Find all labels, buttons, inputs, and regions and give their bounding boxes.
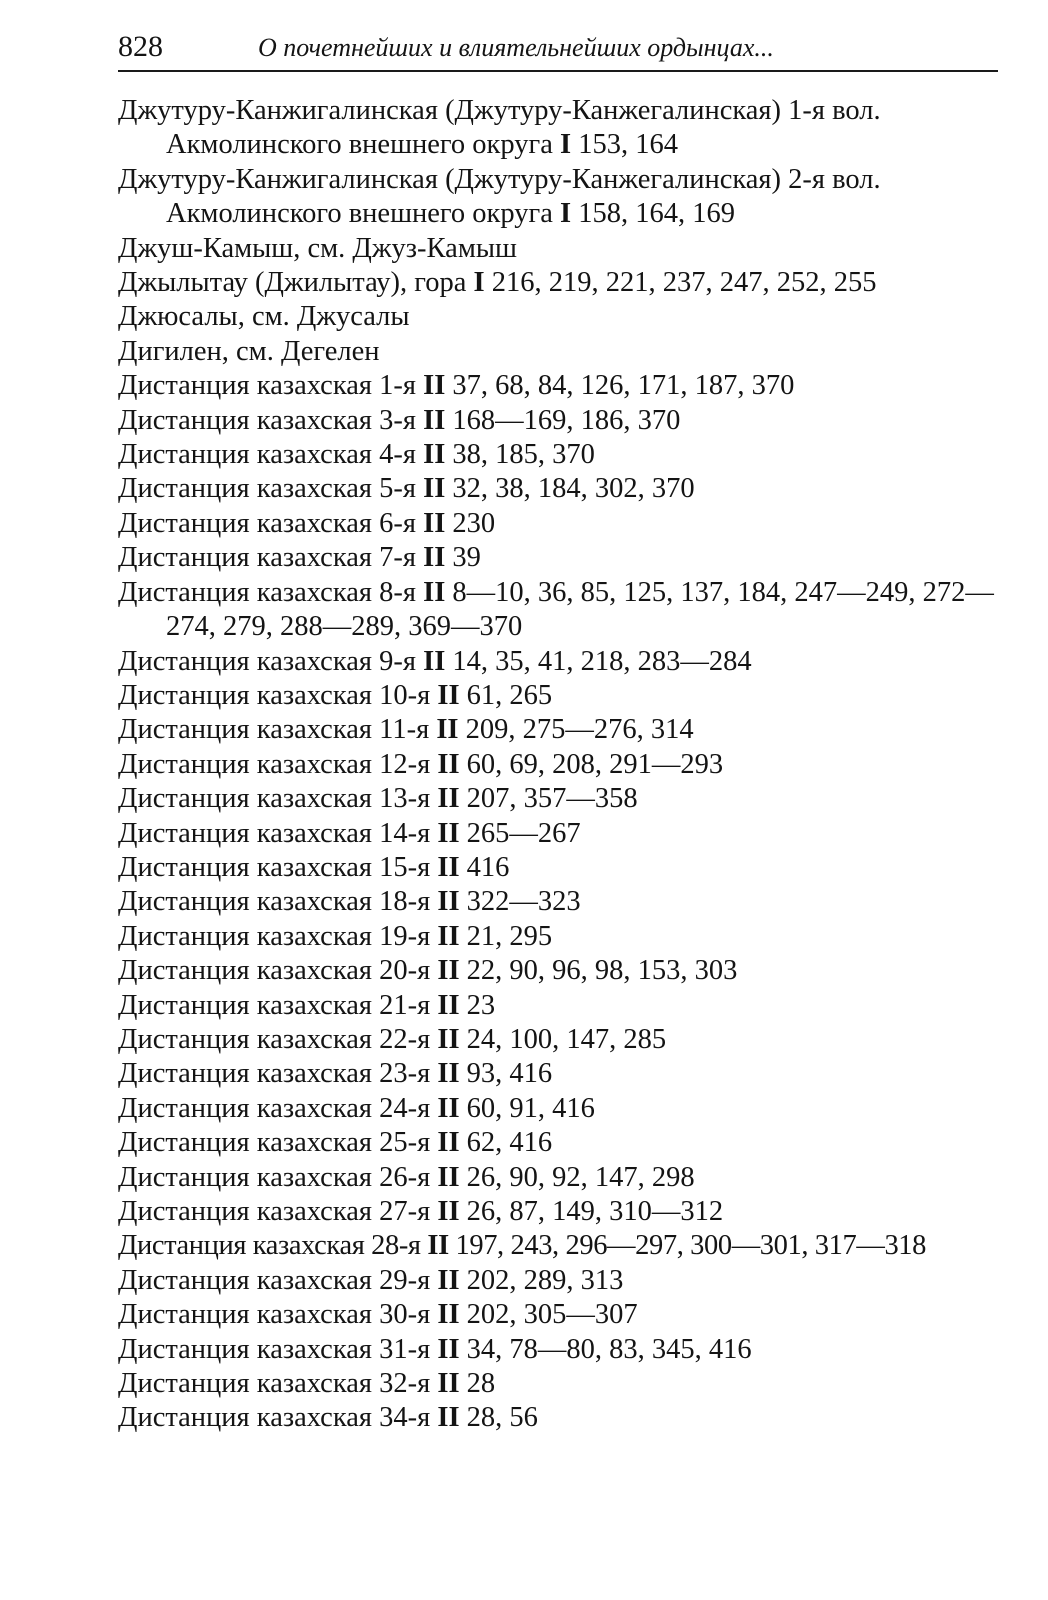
entry-volume: II [423, 576, 446, 608]
index-entry [118, 989, 998, 1023]
page-number: 828 [118, 30, 163, 63]
index-entry [118, 94, 998, 163]
index-entry [118, 1333, 998, 1367]
index-entry [118, 300, 998, 334]
index-entry [118, 817, 998, 851]
entry-pages: 34, 78—80, 83, 345, 416 [466, 1333, 752, 1365]
index-entry [118, 782, 998, 816]
index-entry [118, 438, 998, 472]
entry-term: Дистанция казахская 5-я [118, 473, 416, 505]
entry-pages: 8—10, 36, 85, 125, 137, 184, 247—249, 272—274, 279, 288—289, 369—370 [166, 576, 994, 643]
entry-volume: II [437, 1368, 460, 1400]
entry-volume: II [423, 507, 446, 539]
entry-volume: I [473, 267, 485, 299]
entry-term: Дистанция казахская 3-я [118, 404, 416, 436]
index-entry [118, 1126, 998, 1160]
entry-pages: 60, 91, 416 [466, 1092, 595, 1124]
entry-term: Джутуру-Канжигалинская (Джутуру-Канжегалинская) 2-я вол. Акмолинского внешнего округа [118, 163, 881, 230]
entry-term: Дистанция казахская 4-я [118, 439, 416, 471]
entry-pages: 39 [452, 542, 481, 574]
entry-volume: II [437, 1161, 460, 1193]
entry-volume: II [437, 1402, 460, 1434]
entry-pages: 202, 289, 313 [466, 1264, 624, 1296]
entry-volume: II [437, 989, 460, 1021]
index-entry [118, 541, 998, 575]
index-page [118, 30, 998, 1436]
entry-volume: II [437, 1023, 460, 1055]
entry-volume: II [437, 851, 460, 883]
index-entry [118, 1229, 998, 1263]
index-entry [118, 404, 998, 438]
entry-term: Дистанция казахская 7-я [118, 542, 416, 574]
index-entry [118, 472, 998, 506]
index-entry [118, 920, 998, 954]
entry-pages: 26, 87, 149, 310—312 [466, 1196, 724, 1227]
entry-volume: II [437, 1264, 460, 1296]
entry-pages: 26, 90, 92, 147, 298 [466, 1161, 695, 1193]
entry-volume: II [437, 783, 460, 815]
index-entry [118, 1264, 998, 1298]
entry-volume: II [437, 679, 460, 711]
entry-term: Дистанция казахская 14-я [118, 817, 431, 849]
entry-term: Дистанция казахская 24-я [118, 1092, 431, 1124]
entry-volume: II [423, 542, 446, 574]
entry-pages: 168—169, 186, 370 [452, 404, 681, 436]
entry-term: Дистанция казахская 28-я [118, 1230, 421, 1262]
entry-volume: II [437, 1058, 460, 1090]
entry-term: Дистанция казахская 1-я [118, 370, 416, 402]
entry-term: Дистанция казахская 19-я [118, 920, 431, 952]
entry-term: Джылытау (Джилытау), гора [118, 267, 467, 299]
entry-term: Дистанция казахская 15-я [118, 851, 431, 883]
entry-pages: 416 [466, 851, 510, 883]
entry-pages: 23 [466, 989, 496, 1021]
entry-volume: II [437, 1092, 460, 1124]
entry-volume: II [437, 817, 460, 849]
entry-term: Дистанция казахская 31-я [118, 1333, 431, 1365]
index-entry [118, 507, 998, 541]
entry-volume: II [436, 714, 459, 746]
entry-pages: 28, 56 [466, 1402, 538, 1434]
entry-pages: 216, 219, 221, 237, 247, 252, 255 [491, 267, 877, 299]
entry-pages: 24, 100, 147, 285 [466, 1023, 667, 1055]
index-entry [118, 266, 998, 300]
entry-volume: II [437, 920, 460, 952]
index-entry [118, 1161, 998, 1195]
index-entry [118, 713, 998, 747]
entry-pages: 209, 275—276, 314 [465, 714, 694, 746]
entry-term: Дистанция казахская 23-я [118, 1058, 431, 1090]
index-entry [118, 1023, 998, 1057]
entry-pages: 37, 68, 84, 126, 171, 187, 370 [452, 370, 795, 402]
index-entry [118, 851, 998, 885]
entry-volume: II [437, 1196, 460, 1227]
entry-volume: I [559, 198, 572, 230]
entry-pages: 158, 164, 169 [578, 198, 735, 230]
entry-term: Дистанция казахская 34-я [118, 1402, 431, 1434]
index-entry [118, 1195, 998, 1229]
entry-pages: 60, 69, 208, 291—293 [466, 748, 724, 780]
index-entry [118, 335, 998, 369]
entry-volume: II [437, 1299, 460, 1331]
entry-pages: 21, 295 [466, 920, 553, 952]
entry-volume: II [427, 1230, 449, 1262]
page-header [118, 30, 998, 72]
index-entry [118, 679, 998, 713]
index-entry [118, 885, 998, 919]
entry-term: Дистанция казахская 25-я [118, 1127, 431, 1159]
entry-term: Джуш-Камыш, см. Джуз-Камыш [118, 232, 517, 264]
entry-term: Дистанция казахская 29-я [118, 1264, 431, 1296]
entry-term: Дистанция казахская 11-я [118, 714, 430, 746]
entry-volume: II [423, 370, 446, 402]
entry-pages: 322—323 [466, 886, 581, 918]
entry-term: Дистанция казахская 22-я [118, 1023, 431, 1055]
entry-term: Дигилен, см. Дегелен [118, 335, 380, 367]
index-entry [118, 1401, 998, 1435]
entry-volume: II [437, 748, 460, 780]
entry-term: Дистанция казахская 26-я [118, 1161, 431, 1193]
entry-volume: II [437, 1127, 460, 1159]
entry-volume: II [423, 439, 446, 471]
index-entry [118, 1298, 998, 1332]
entry-volume: II [437, 1333, 460, 1365]
entry-pages: 32, 38, 184, 302, 370 [452, 473, 695, 505]
entry-pages: 93, 416 [466, 1058, 553, 1090]
entry-pages: 38, 185, 370 [452, 439, 595, 471]
entry-pages: 265—267 [466, 817, 581, 849]
entry-term: Дистанция казахская 8-я [118, 576, 416, 608]
entry-term: Дистанция казахская 10-я [118, 679, 431, 711]
index-entry [118, 748, 998, 782]
entry-volume: II [423, 404, 446, 436]
index-entry [118, 954, 998, 988]
entry-pages: 230 [452, 507, 496, 539]
entry-term: Дистанция казахская 12-я [118, 748, 431, 780]
entry-pages: 153, 164 [578, 129, 678, 161]
entry-pages: 62, 416 [466, 1127, 553, 1159]
entry-pages: 197, 243, 296—297, 300—301, 317—318 [455, 1230, 927, 1262]
index-entry [118, 576, 998, 645]
entry-term: Дистанция казахская 30-я [118, 1299, 431, 1331]
entry-term: Джутуру-Канжигалинская (Джутуру-Канжегалинская) 1-я вол. Акмолинского внешнего округа [118, 95, 881, 161]
entry-term: Дистанция казахская 6-я [118, 507, 416, 539]
entry-volume: I [559, 129, 572, 161]
entry-pages: 61, 265 [466, 679, 553, 711]
entry-term: Дистанция казахская 21-я [118, 989, 431, 1021]
index-entry [118, 1057, 998, 1091]
entry-volume: II [423, 473, 446, 505]
entry-pages: 22, 90, 96, 98, 153, 303 [466, 955, 738, 987]
entry-term: Дистанция казахская 13-я [118, 783, 431, 815]
index-entries [118, 94, 998, 1436]
index-entry [118, 1367, 998, 1401]
entry-volume: II [423, 645, 446, 677]
entry-term: Дистанция казахская 27-я [118, 1196, 431, 1227]
index-entry [118, 645, 998, 679]
entry-volume: II [437, 886, 460, 918]
entry-term: Джюсалы, см. Джусалы [118, 301, 410, 333]
index-entry [118, 232, 998, 266]
entry-pages: 202, 305—307 [466, 1299, 638, 1331]
entry-term: Дистанция казахская 20-я [118, 955, 431, 987]
entry-pages: 207, 357—358 [466, 783, 638, 815]
entry-volume: II [437, 955, 460, 987]
entry-pages: 28 [466, 1368, 496, 1400]
entry-term: Дистанция казахская 9-я [118, 645, 416, 677]
index-entry [118, 1092, 998, 1126]
entry-term: Дистанция казахская 18-я [118, 886, 431, 918]
entry-term: Дистанция казахская 32-я [118, 1368, 431, 1400]
running-title: О почетнейших и влиятельнейших ордынцах... [258, 33, 774, 62]
index-entry [118, 369, 998, 403]
entry-pages: 14, 35, 41, 218, 283—284 [452, 645, 752, 677]
index-entry [118, 163, 998, 232]
